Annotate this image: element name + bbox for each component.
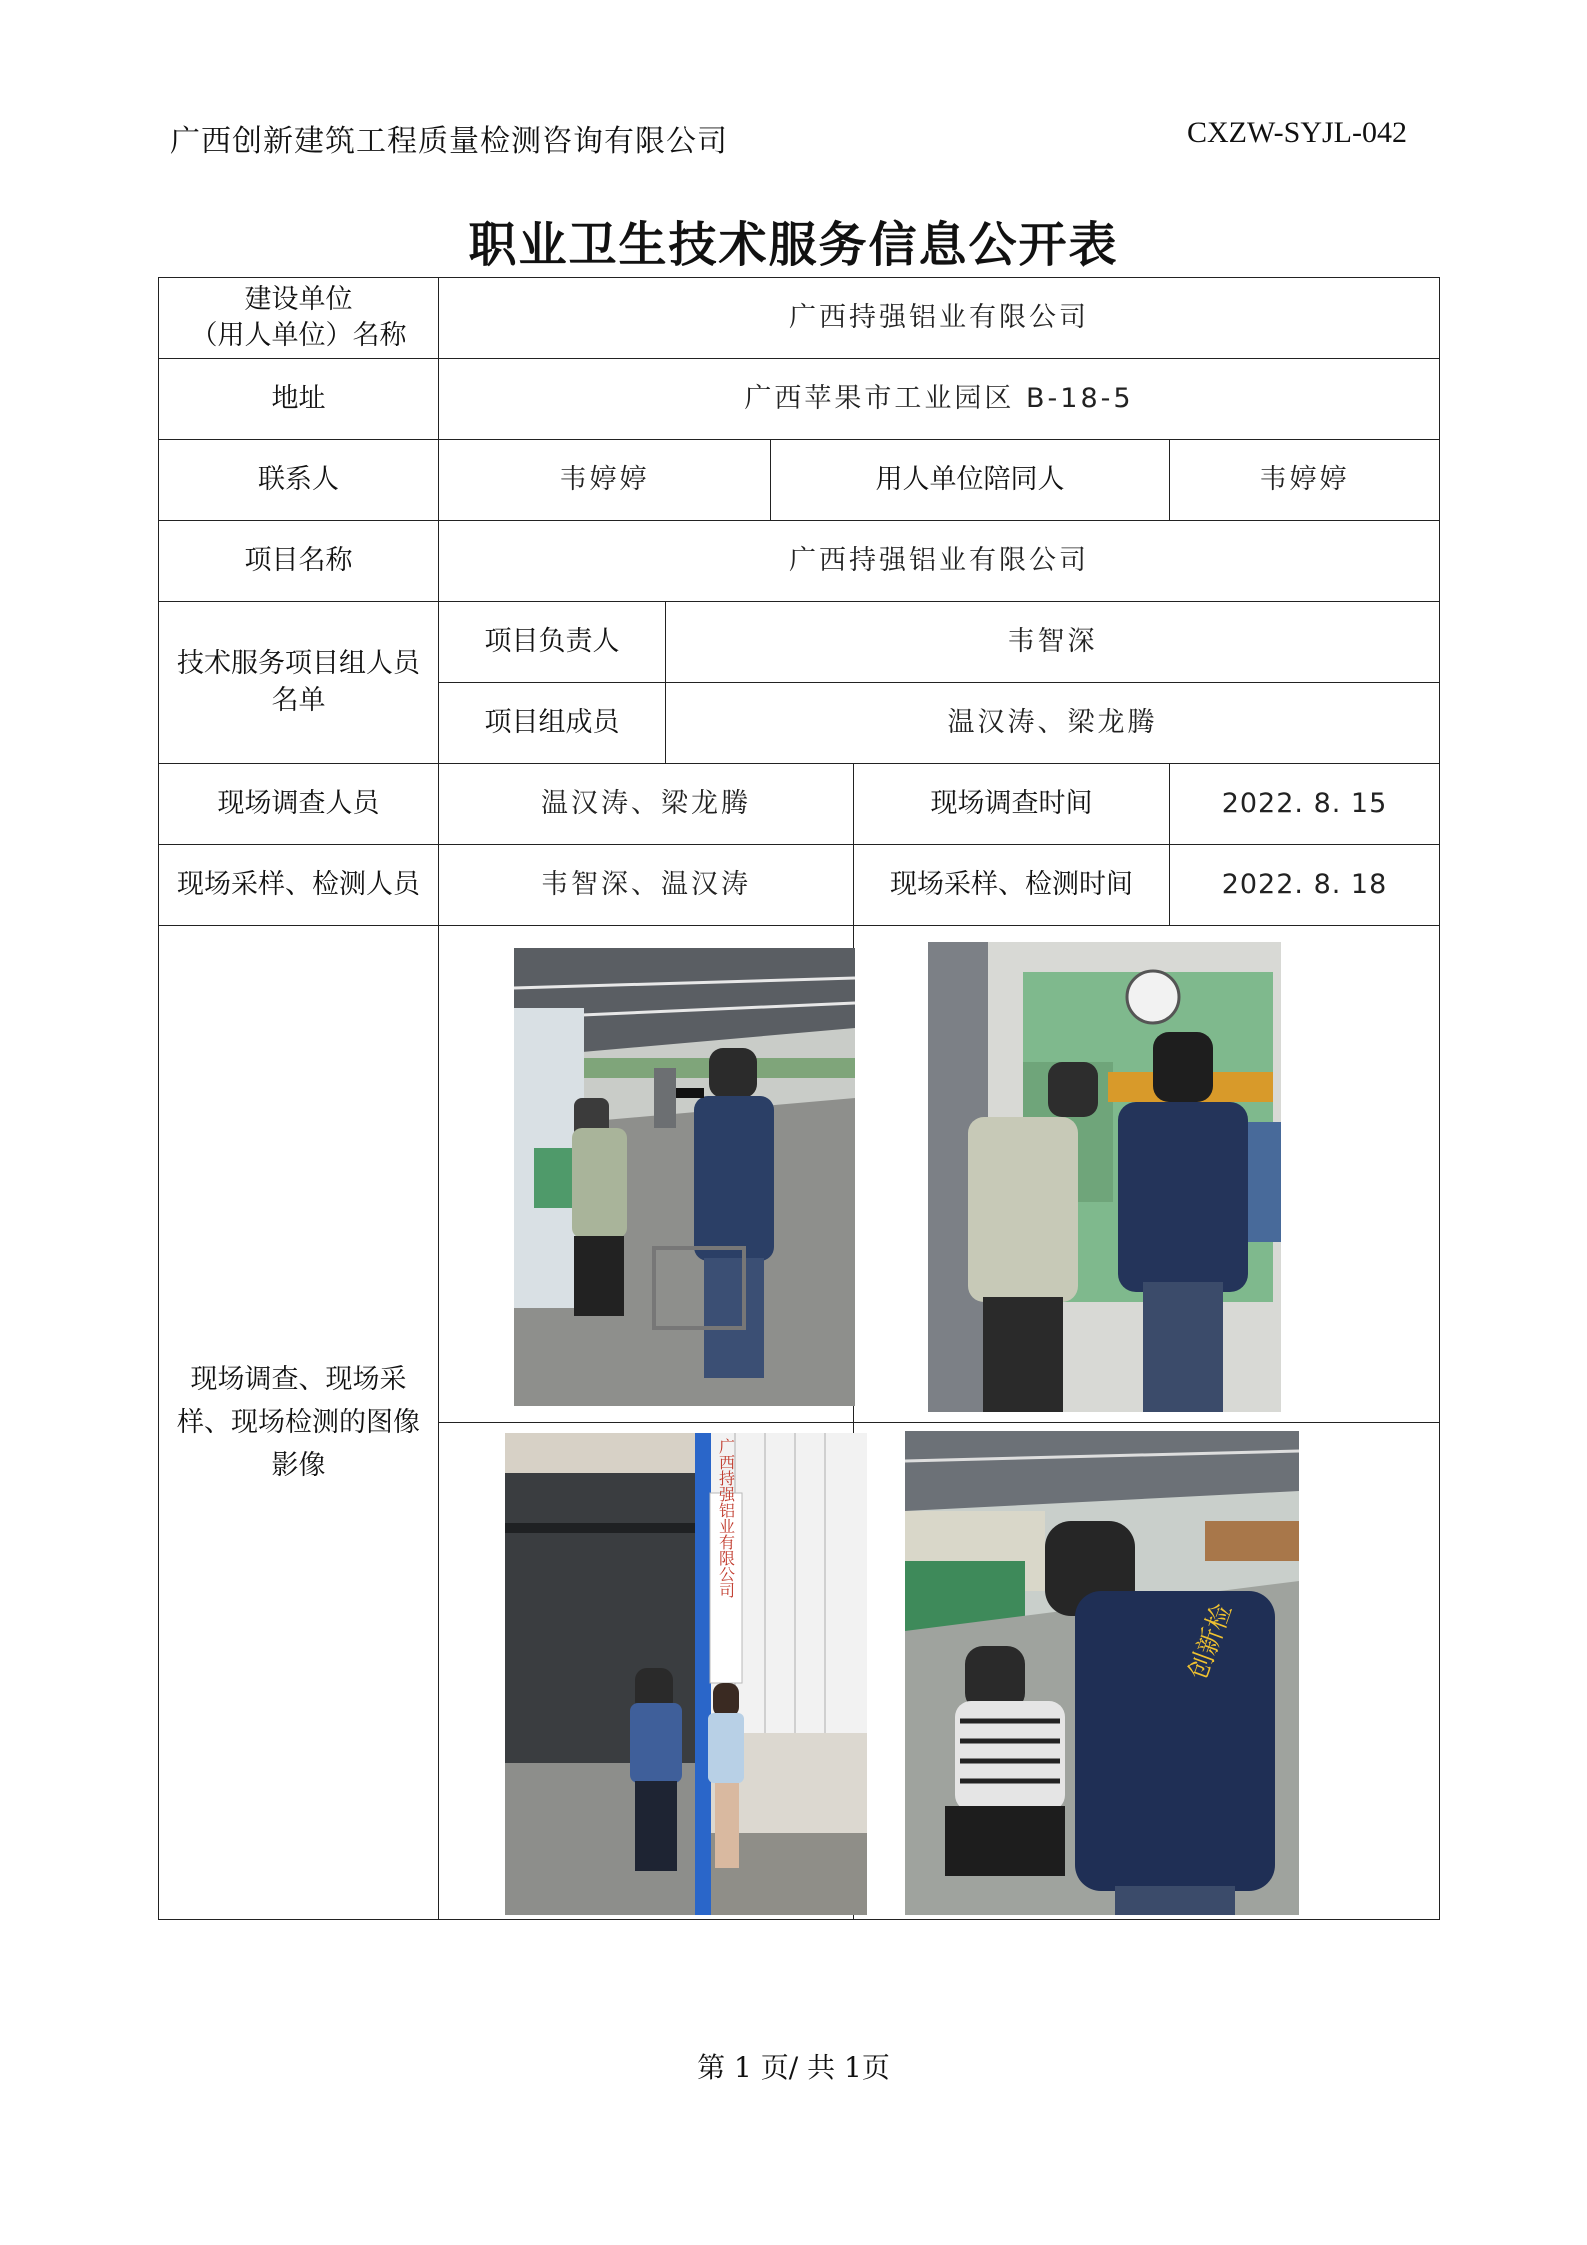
contact-label: 联系人 — [159, 440, 439, 521]
photo-cell-1 — [439, 926, 854, 1423]
photo-cell-2 — [854, 926, 1440, 1423]
site-photo-4 — [905, 1431, 1299, 1915]
disclosure-table — [158, 277, 1440, 1920]
photo-4-image — [905, 1431, 1299, 1915]
org-label-line2: （用人单位）名称 — [190, 320, 407, 351]
survey-time-label: 现场调查时间 — [854, 764, 1170, 845]
site-photo-2 — [928, 942, 1281, 1412]
page-title: 职业卫生技术服务信息公开表 — [468, 217, 1119, 273]
photo-2-image — [928, 942, 1281, 1412]
site-photo-3 — [505, 1433, 867, 1915]
team-list-label: 技术服务项目组人员名单 — [159, 602, 439, 764]
photo-cell-4 — [854, 1423, 1440, 1920]
sampling-time-label: 现场采样、检测时间 — [854, 845, 1170, 926]
photo-3-sign: 广西持强铝业有限公司 — [716, 1438, 736, 1598]
project-name-label: 项目名称 — [159, 521, 439, 602]
sampling-staff-value: 韦智深、温汉涛 — [439, 845, 854, 926]
project-leader-label: 项目负责人 — [439, 602, 666, 683]
escort-value: 韦婷婷 — [1170, 440, 1440, 521]
sampling-time-value: 2022. 8. 18 — [1170, 845, 1440, 926]
escort-label: 用人单位陪同人 — [771, 440, 1170, 521]
survey-time-value: 2022. 8. 15 — [1170, 764, 1440, 845]
page-number: 第 1 页/ 共 1页 — [697, 2051, 890, 2084]
org-label-line1: 建设单位 — [244, 283, 353, 315]
contact-value: 韦婷婷 — [439, 440, 771, 521]
project-name-value: 广西持强铝业有限公司 — [439, 521, 1440, 602]
photo-4-shirt-text: 创新检 — [1183, 1599, 1239, 1684]
photo-3-image — [505, 1433, 867, 1915]
org-name-label — [159, 278, 439, 359]
site-photo-1 — [514, 948, 855, 1406]
survey-staff-label: 现场调查人员 — [159, 764, 439, 845]
photo-1-image — [514, 948, 855, 1406]
images-label: 现场调查、现场采样、现场检测的图像影像 — [159, 926, 439, 1920]
project-members-label: 项目组成员 — [439, 683, 666, 764]
project-leader-value: 韦智深 — [666, 602, 1440, 683]
address-value: 广西苹果市工业园区 B-18-5 — [439, 359, 1440, 440]
sampling-staff-label: 现场采样、检测人员 — [159, 845, 439, 926]
document-code: CXZW-SYJL-042 — [1187, 116, 1407, 149]
photo-cell-3 — [439, 1423, 854, 1920]
org-name-value: 广西持强铝业有限公司 — [439, 278, 1440, 359]
address-label: 地址 — [159, 359, 439, 440]
company-name: 广西创新建筑工程质量检测咨询有限公司 — [170, 124, 728, 159]
project-members-value: 温汉涛、梁龙腾 — [666, 683, 1440, 764]
survey-staff-value: 温汉涛、梁龙腾 — [439, 764, 854, 845]
